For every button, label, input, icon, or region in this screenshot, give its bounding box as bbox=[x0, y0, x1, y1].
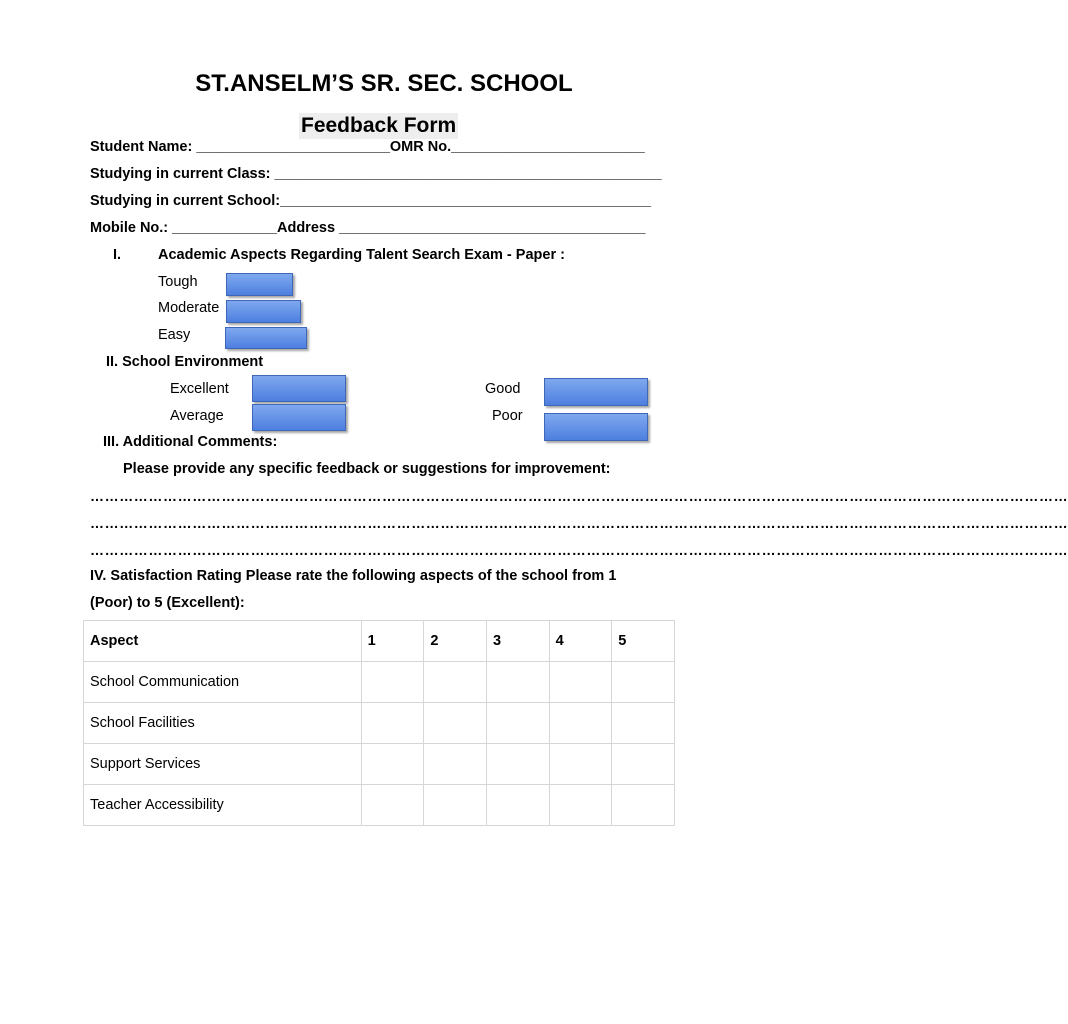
rating-cell[interactable] bbox=[612, 662, 675, 703]
rating-cell[interactable] bbox=[424, 785, 487, 826]
env-good-checkbox[interactable] bbox=[544, 378, 648, 406]
header-2: 2 bbox=[424, 621, 487, 662]
rating-cell[interactable] bbox=[549, 744, 612, 785]
rating-cell[interactable] bbox=[612, 703, 675, 744]
env-excellent-checkbox[interactable] bbox=[252, 375, 346, 402]
table-row bbox=[84, 785, 675, 826]
header-3: 3 bbox=[486, 621, 549, 662]
option-tough-label: Tough bbox=[158, 274, 198, 290]
option-moderate-checkbox[interactable] bbox=[226, 300, 301, 323]
mobile-address-field[interactable]: Mobile No.: _____________Address ______________________________________ bbox=[90, 220, 646, 236]
current-class-field[interactable]: Studying in current Class: ________________________________________________ bbox=[90, 166, 662, 182]
rating-cell[interactable] bbox=[549, 662, 612, 703]
rating-cell[interactable] bbox=[612, 785, 675, 826]
rating-cell[interactable] bbox=[361, 744, 424, 785]
rating-cell[interactable] bbox=[486, 703, 549, 744]
comment-line-3[interactable]: ………………………………………………………………………………………………………………………………………………………………………………… bbox=[90, 542, 1068, 558]
rating-cell[interactable] bbox=[424, 744, 487, 785]
aspect-cell: Support Services bbox=[84, 744, 362, 785]
table-header-row bbox=[84, 621, 675, 662]
rating-cell[interactable] bbox=[361, 662, 424, 703]
comment-line-1[interactable]: ………………………………………………………………………………………………………………………………………………………………………………… bbox=[90, 488, 1068, 504]
table-row bbox=[84, 662, 675, 703]
option-easy-label: Easy bbox=[158, 327, 191, 343]
school-name: ST.ANSELM’S SR. SEC. SCHOOL bbox=[195, 70, 573, 97]
header-1: 1 bbox=[361, 621, 424, 662]
table-row bbox=[84, 744, 675, 785]
rating-cell[interactable] bbox=[486, 744, 549, 785]
student-name-omr-field[interactable]: Student Name: ________________________OMR No.________________________ bbox=[90, 139, 645, 155]
rating-cell[interactable] bbox=[486, 785, 549, 826]
aspect-cell: School Communication bbox=[84, 662, 362, 703]
comments-prompt: Please provide any specific feedback or suggestions for improvement: bbox=[123, 461, 611, 477]
header-4: 4 bbox=[549, 621, 612, 662]
option-moderate-label: Moderate bbox=[158, 300, 220, 316]
section-1-numeral: I. bbox=[113, 247, 122, 263]
section-3-heading: III. Additional Comments: bbox=[103, 434, 278, 450]
env-average-label: Average bbox=[170, 408, 224, 424]
header-aspect: Aspect bbox=[84, 621, 362, 662]
section-1-heading: Academic Aspects Regarding Talent Search Exam - Paper : bbox=[158, 247, 565, 263]
rating-cell[interactable] bbox=[549, 703, 612, 744]
rating-cell[interactable] bbox=[486, 662, 549, 703]
rating-cell[interactable] bbox=[612, 744, 675, 785]
env-poor-checkbox[interactable] bbox=[544, 413, 648, 441]
current-school-field[interactable]: Studying in current School:______________________________________________ bbox=[90, 193, 652, 209]
rating-cell[interactable] bbox=[549, 785, 612, 826]
option-tough-checkbox[interactable] bbox=[226, 273, 293, 296]
section-4-heading-line-2: (Poor) to 5 (Excellent): bbox=[90, 595, 245, 611]
env-average-checkbox[interactable] bbox=[252, 404, 346, 431]
comment-line-2[interactable]: ………………………………………………………………………………………………………………………………………………………………………………… bbox=[90, 515, 1068, 531]
rating-cell[interactable] bbox=[361, 703, 424, 744]
table-row bbox=[84, 703, 675, 744]
env-poor-label: Poor bbox=[492, 408, 523, 424]
rating-cell[interactable] bbox=[424, 662, 487, 703]
section-2-heading: II. School Environment bbox=[106, 354, 264, 370]
option-easy-checkbox[interactable] bbox=[225, 327, 307, 349]
env-excellent-label: Excellent bbox=[170, 381, 229, 397]
form-title: Feedback Form bbox=[301, 114, 457, 137]
env-good-label: Good bbox=[485, 381, 521, 397]
aspect-cell: School Facilities bbox=[84, 703, 362, 744]
section-4-heading-line-1: IV. Satisfaction Rating Please rate the following aspects of the school from 1 bbox=[90, 568, 617, 584]
aspect-cell: Teacher Accessibility bbox=[84, 785, 362, 826]
header-5: 5 bbox=[612, 621, 675, 662]
satisfaction-table bbox=[83, 620, 675, 826]
rating-cell[interactable] bbox=[361, 785, 424, 826]
rating-cell[interactable] bbox=[424, 703, 487, 744]
